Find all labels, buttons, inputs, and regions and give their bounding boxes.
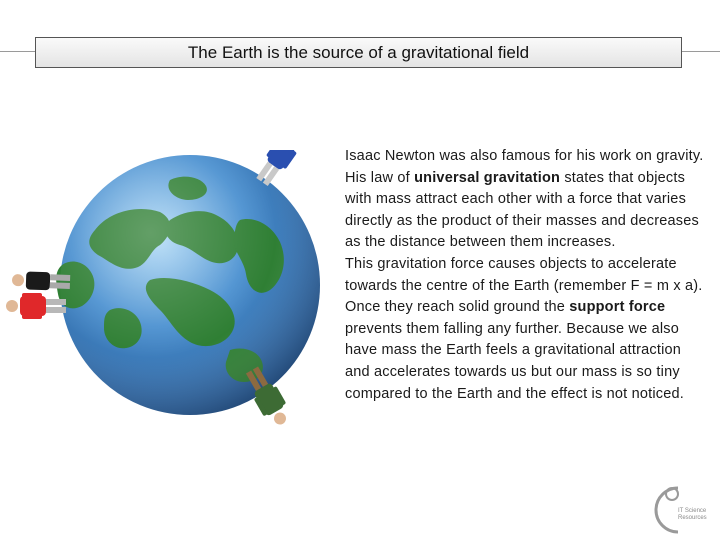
paragraph-1 (345, 146, 705, 254)
person-red (6, 293, 66, 319)
p2-text-a: This gravitation force causes objects to accelerate towards the centre of the Earth (remember F = m x a). Once they reach solid ground the (345, 255, 703, 316)
logo-line-2: Resources (678, 515, 707, 521)
page-title: The Earth is the source of a gravitational field (187, 42, 530, 62)
p2-text-b: prevents them falling any further. Because we also have mass the Earth feels a gravitational attraction and accelerates towards us but our mass is so tiny compared to the Earth and the effect is not noticed. (345, 320, 685, 402)
p1-bold-term: universal gravitation (414, 169, 561, 186)
p1-text-a: Isaac Newton was also famous for his work on gravity. His law of (345, 148, 704, 186)
body-text (345, 146, 705, 405)
logo-text (678, 508, 718, 522)
earth-illustration (0, 150, 340, 450)
logo-line-1: IT Science (678, 508, 707, 514)
p1-text-b: states that objects with mass attract each other with a force that varies directly as the product of their masses and decreases as the distance between them increases. (345, 169, 699, 251)
p2-bold-term: support force (569, 299, 666, 316)
title-rule-left (0, 51, 35, 52)
title-banner (35, 37, 682, 68)
title-rule-right (682, 51, 720, 52)
paragraph-2 (345, 254, 705, 405)
